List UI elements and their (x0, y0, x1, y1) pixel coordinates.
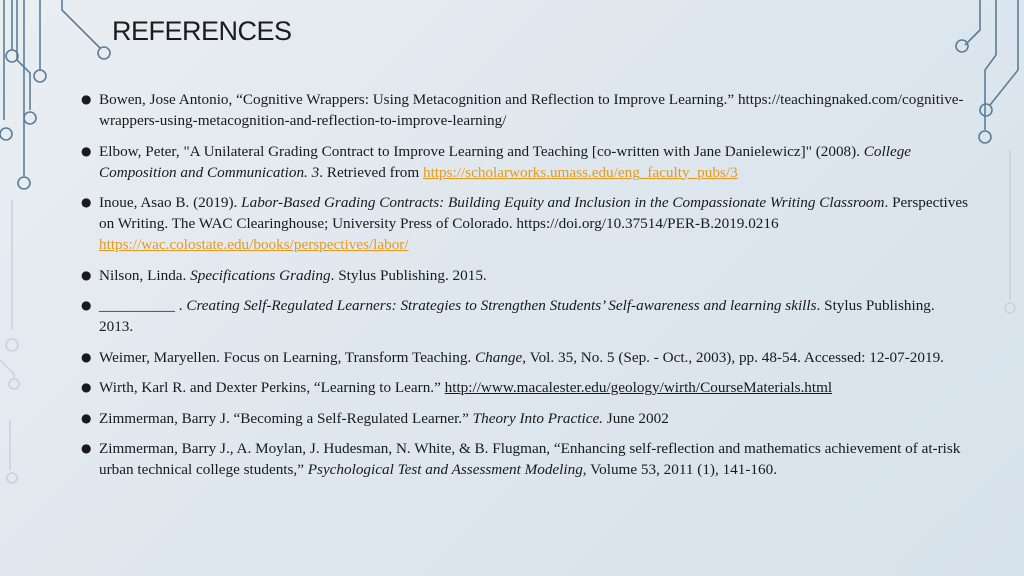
bullet-icon: ● (81, 143, 92, 158)
reference-text: . Stylus Publishing. 2015. (330, 266, 487, 284)
reference-text: __________ . (99, 297, 187, 314)
bullet-icon: ● (81, 410, 92, 425)
reference-text: Weimer, Maryellen. Focus on Learning, Transform Teaching. (99, 348, 476, 366)
reference-text: Inoue, Asao B. (2019). (99, 194, 242, 211)
reference-item (78, 438, 968, 480)
bullet-icon: ● (81, 441, 92, 455)
reference-text: Zimmerman, Barry J., A. Moylan, J. Hudesman, N. White, & B. Flugman, “Enhancing self-reflection and mathematics achievement of at-risk urban technical college students,” (99, 440, 961, 478)
slide-title: REFERENCES (112, 16, 292, 46)
reference-item (78, 295, 968, 337)
reference-item (78, 141, 968, 183)
bullet-icon: ● (81, 195, 92, 209)
reference-item (78, 265, 968, 286)
reference-item (78, 408, 968, 429)
bullet-icon: ● (81, 380, 92, 394)
reference-text: . Perspectives on Writing. The WAC Clearinghouse; University Press of Colorado. https://doi.org/10.37514/PER-B.2019.0216 (99, 194, 969, 232)
reference-text: , Volume 53, 2011 (1), 141-160. (582, 461, 777, 478)
reference-text: Nilson, Linda. (99, 266, 191, 284)
reference-text: Elbow, Peter, "A Unilateral Grading Contract to Improve Learning and Teaching [co-written with Jane Danielewicz]" (2008). (99, 142, 864, 160)
bullet-icon: ● (81, 92, 92, 106)
reference-text: Vol. 35, No. 5 (Sep. - Oct., 2003), pp. 48-54. Accessed: 12-07-2019. (526, 348, 944, 366)
bullet-icon: ● (81, 267, 92, 282)
reference-item (78, 89, 968, 131)
reference-source: Change, (475, 348, 527, 366)
reference-link[interactable]: https://scholarworks.umass.edu/eng_faculty_pubs/3 (422, 163, 738, 181)
references-list (78, 89, 968, 490)
bullet-icon: ● (81, 349, 92, 364)
reference-item (78, 377, 968, 398)
reference-source: College Composition and Communication. 3 (99, 142, 912, 181)
reference-text: June 2002 (602, 409, 669, 427)
reference-text: Bowen, Jose Antonio, “Cognitive Wrappers: Using Metacognition and Reflection to Improve Learning.” https://teachingnaked.com/cognitive-wrappers-using-metacognition-and-reflection-to-improve-learning/ (99, 91, 964, 129)
reference-link[interactable]: https://wac.colostate.edu/books/perspectives/labor/ (99, 236, 409, 253)
reference-source: Creating Self-Regulated Learners: Strategies to Strengthen Students’ Self-awareness and learning skills (186, 297, 817, 314)
reference-text: Zimmerman, Barry J. “Becoming a Self-Regulated Learner.” (99, 409, 473, 427)
reference-source: Specifications Grading (190, 266, 331, 284)
reference-source: Labor-Based Grading Contracts: Building Equity and Inclusion in the Compassionate Writing Classroom (241, 194, 885, 211)
reference-item (78, 192, 968, 255)
reference-source: Psychological Test and Assessment Modeling (307, 461, 583, 478)
reference-text: . Stylus Publishing. 2013. (99, 297, 935, 335)
reference-item (78, 347, 968, 368)
reference-link[interactable]: http://www.macalester.edu/geology/wirth/CourseMaterials.html (444, 379, 833, 396)
reference-text: . Retrieved from (319, 163, 423, 181)
reference-text: Wirth, Karl R. and Dexter Perkins, “Learning to Learn.” (99, 379, 445, 396)
reference-source: Theory Into Practice. (472, 409, 603, 427)
bullet-icon: ● (81, 298, 92, 312)
